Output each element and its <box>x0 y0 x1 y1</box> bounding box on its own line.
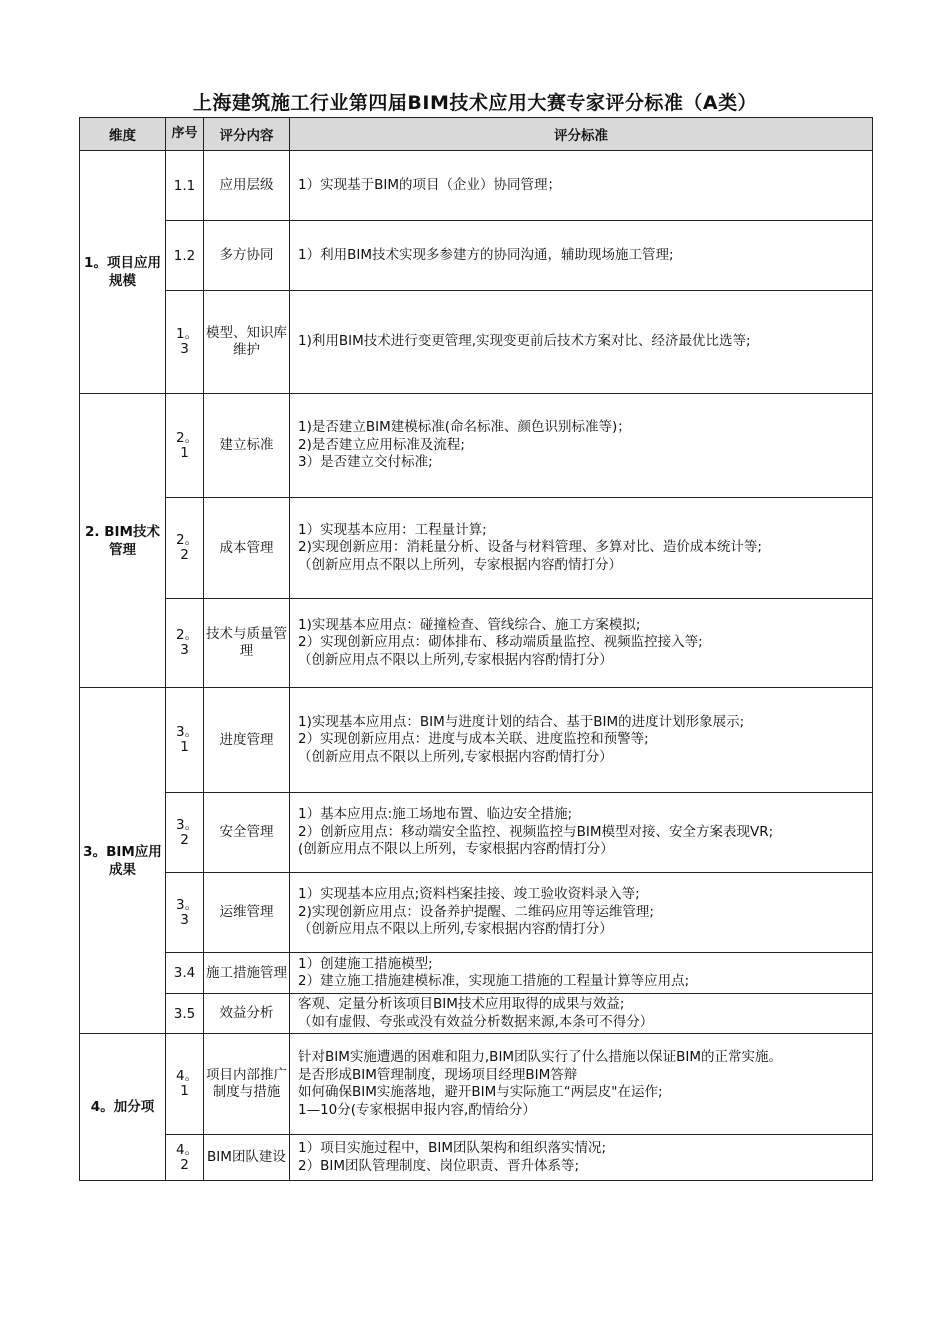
table-row <box>80 151 873 221</box>
scoring-criteria-table <box>79 117 873 1181</box>
standard-line: 1）创建施工措施模型; <box>298 955 433 972</box>
seq-cell: 2。2 <box>166 498 204 599</box>
standard-line: （创新应用点不限以上所列,专家根据内容酌情打分） <box>298 921 613 938</box>
content-cell: 效益分析 <box>204 994 290 1034</box>
standard-cell <box>290 599 873 688</box>
standard-line: 客观、定量分析该项目BIM技术应用取得的成果与效益; <box>298 996 625 1012</box>
standard-cell <box>290 688 873 793</box>
standard-cell <box>290 1034 873 1135</box>
header-dimension: 维度 <box>80 118 166 151</box>
standard-line: 1）实现基于BIM的项目（企业）协同管理； <box>298 176 561 193</box>
dimension-cell: 1。项目应用规模 <box>80 151 166 394</box>
table-row <box>80 221 873 291</box>
seq-cell: 3.4 <box>166 953 204 994</box>
header-seq: 序号 <box>166 118 204 151</box>
seq-cell: 3.5 <box>166 994 204 1034</box>
table-row <box>80 1135 873 1181</box>
standard-line: 1)实现基本应用点：碰撞检查、管线综合、施工方案模拟; <box>298 616 641 633</box>
content-cell: 建立标准 <box>204 394 290 498</box>
standard-line: 2)是否建立应用标准及流程; <box>298 436 465 453</box>
header-standard: 评分标准 <box>290 118 873 151</box>
table-row <box>80 498 873 599</box>
content-cell: 项目内部推广制度与措施 <box>204 1034 290 1135</box>
table-row <box>80 793 873 873</box>
standard-cell <box>290 793 873 873</box>
table-header-row <box>80 118 873 151</box>
seq-cell: 3。1 <box>166 688 204 793</box>
standard-line: 3）是否建立交付标准; <box>298 454 433 471</box>
table-row <box>80 599 873 688</box>
table-row <box>80 688 873 793</box>
standard-line: （如有虚假、夸张或没有效益分析数据来源,本条可不得分） <box>298 1013 654 1030</box>
seq-cell: 2。3 <box>166 599 204 688</box>
seq-cell: 2。1 <box>166 394 204 498</box>
standard-line: 1）基本应用点:施工场地布置、临边安全措施; <box>298 806 573 823</box>
standard-cell <box>290 994 873 1034</box>
content-cell: 模型、知识库维护 <box>204 291 290 394</box>
standard-line: 1）项目实施过程中，BIM团队架构和组织落实情况; <box>298 1140 607 1156</box>
table-row <box>80 994 873 1034</box>
dimension-cell: 4。加分项 <box>80 1034 166 1181</box>
standard-line: （创新应用点不限以上所列，专家根据内容酌情打分） <box>298 556 622 573</box>
content-cell: 技术与质量管理 <box>204 599 290 688</box>
seq-cell: 4。1 <box>166 1034 204 1135</box>
standard-line: 1）利用BIM技术实现多参建方的协同沟通，辅助现场施工管理; <box>298 246 674 263</box>
standard-line: 1)是否建立BIM建模标准(命名标准、颜色识别标准等)； <box>298 419 631 436</box>
seq-cell: 1。3 <box>166 291 204 394</box>
standard-line: (创新应用点不限以上所列，专家根据内容酌情打分） <box>298 841 614 858</box>
standard-cell <box>290 873 873 953</box>
standard-line: （创新应用点不限以上所列,专家根据内容酌情打分） <box>298 748 613 765</box>
standard-line: 1)实现基本应用点：BIM与进度计划的结合、基于BIM的进度计划形象展示; <box>298 713 745 730</box>
standard-line: 1—10分(专家根据申报内容,酌情给分） <box>298 1101 536 1118</box>
standard-line: 如何确保BIM实施落地，避开BIM与实际施工“两层皮"在运作; <box>298 1084 663 1100</box>
content-cell: 运维管理 <box>204 873 290 953</box>
seq-cell: 1.2 <box>166 221 204 291</box>
standard-line: 2）BIM团队管理制度、岗位职责、晋升体系等; <box>298 1157 580 1174</box>
standard-cell <box>290 221 873 291</box>
standard-line: 1)利用BIM技术进行变更管理,实现变更前后技术方案对比、经济最优比选等; <box>298 333 751 350</box>
content-cell: 多方协同 <box>204 221 290 291</box>
table-row <box>80 1034 873 1135</box>
standard-cell <box>290 151 873 221</box>
standard-line: 2）创新应用点：移动端安全监控、视频监控与BIM模型对接、安全方案表现VR; <box>298 823 774 840</box>
standard-cell <box>290 1135 873 1181</box>
standard-line: 1）实现基本应用：工程量计算; <box>298 521 487 538</box>
content-cell: 成本管理 <box>204 498 290 599</box>
standard-cell <box>290 291 873 394</box>
standard-line: （创新应用点不限以上所列,专家根据内容酌情打分） <box>298 651 613 668</box>
seq-cell: 3。2 <box>166 793 204 873</box>
standard-line: 2)实现创新应用：消耗量分析、设备与材料管理、多算对比、造价成本统计等; <box>298 539 762 556</box>
seq-cell: 1.1 <box>166 151 204 221</box>
standard-line: 2）建立施工措施建模标准，实现施工措施的工程量计算等应用点; <box>298 973 690 989</box>
standard-line: 2）实现创新应用点：砌体排布、移动端质量监控、视频监控接入等; <box>298 634 703 651</box>
content-cell: 安全管理 <box>204 793 290 873</box>
document-title: 上海建筑施工行业第四届BIM技术应用大赛专家评分标准（A类） <box>192 92 758 114</box>
content-cell: 施工措施管理 <box>204 953 290 994</box>
standard-cell <box>290 498 873 599</box>
table-row <box>80 394 873 498</box>
dimension-cell: 2. BIM技术管理 <box>80 394 166 688</box>
content-cell: 应用层级 <box>204 151 290 221</box>
seq-cell: 3。3 <box>166 873 204 953</box>
content-cell: BIM团队建设 <box>204 1135 290 1181</box>
dimension-cell: 3。BIM应用成果 <box>80 688 166 1034</box>
table-row <box>80 291 873 394</box>
content-cell: 进度管理 <box>204 688 290 793</box>
standard-line: 针对BIM实施遭遇的困难和阻力,BIM团队实行了什么措施以保证BIM的正常实施。 <box>298 1049 782 1065</box>
seq-cell: 4。2 <box>166 1135 204 1181</box>
standard-line: 2）实现创新应用点：进度与成本关联、进度监控和预警等; <box>298 731 649 748</box>
table-row <box>80 953 873 994</box>
standard-cell <box>290 394 873 498</box>
standard-cell <box>290 953 873 994</box>
table-row <box>80 873 873 953</box>
header-content: 评分内容 <box>204 118 290 151</box>
standard-line: 1）实现基本应用点;资料档案挂接、竣工验收资料录入等; <box>298 886 640 903</box>
standard-line: 2)实现创新应用点：设备养护提醒、二维码应用等运维管理; <box>298 903 654 920</box>
standard-line: 是否形成BIM管理制度，现场项目经理BIM答辩 <box>298 1066 578 1083</box>
